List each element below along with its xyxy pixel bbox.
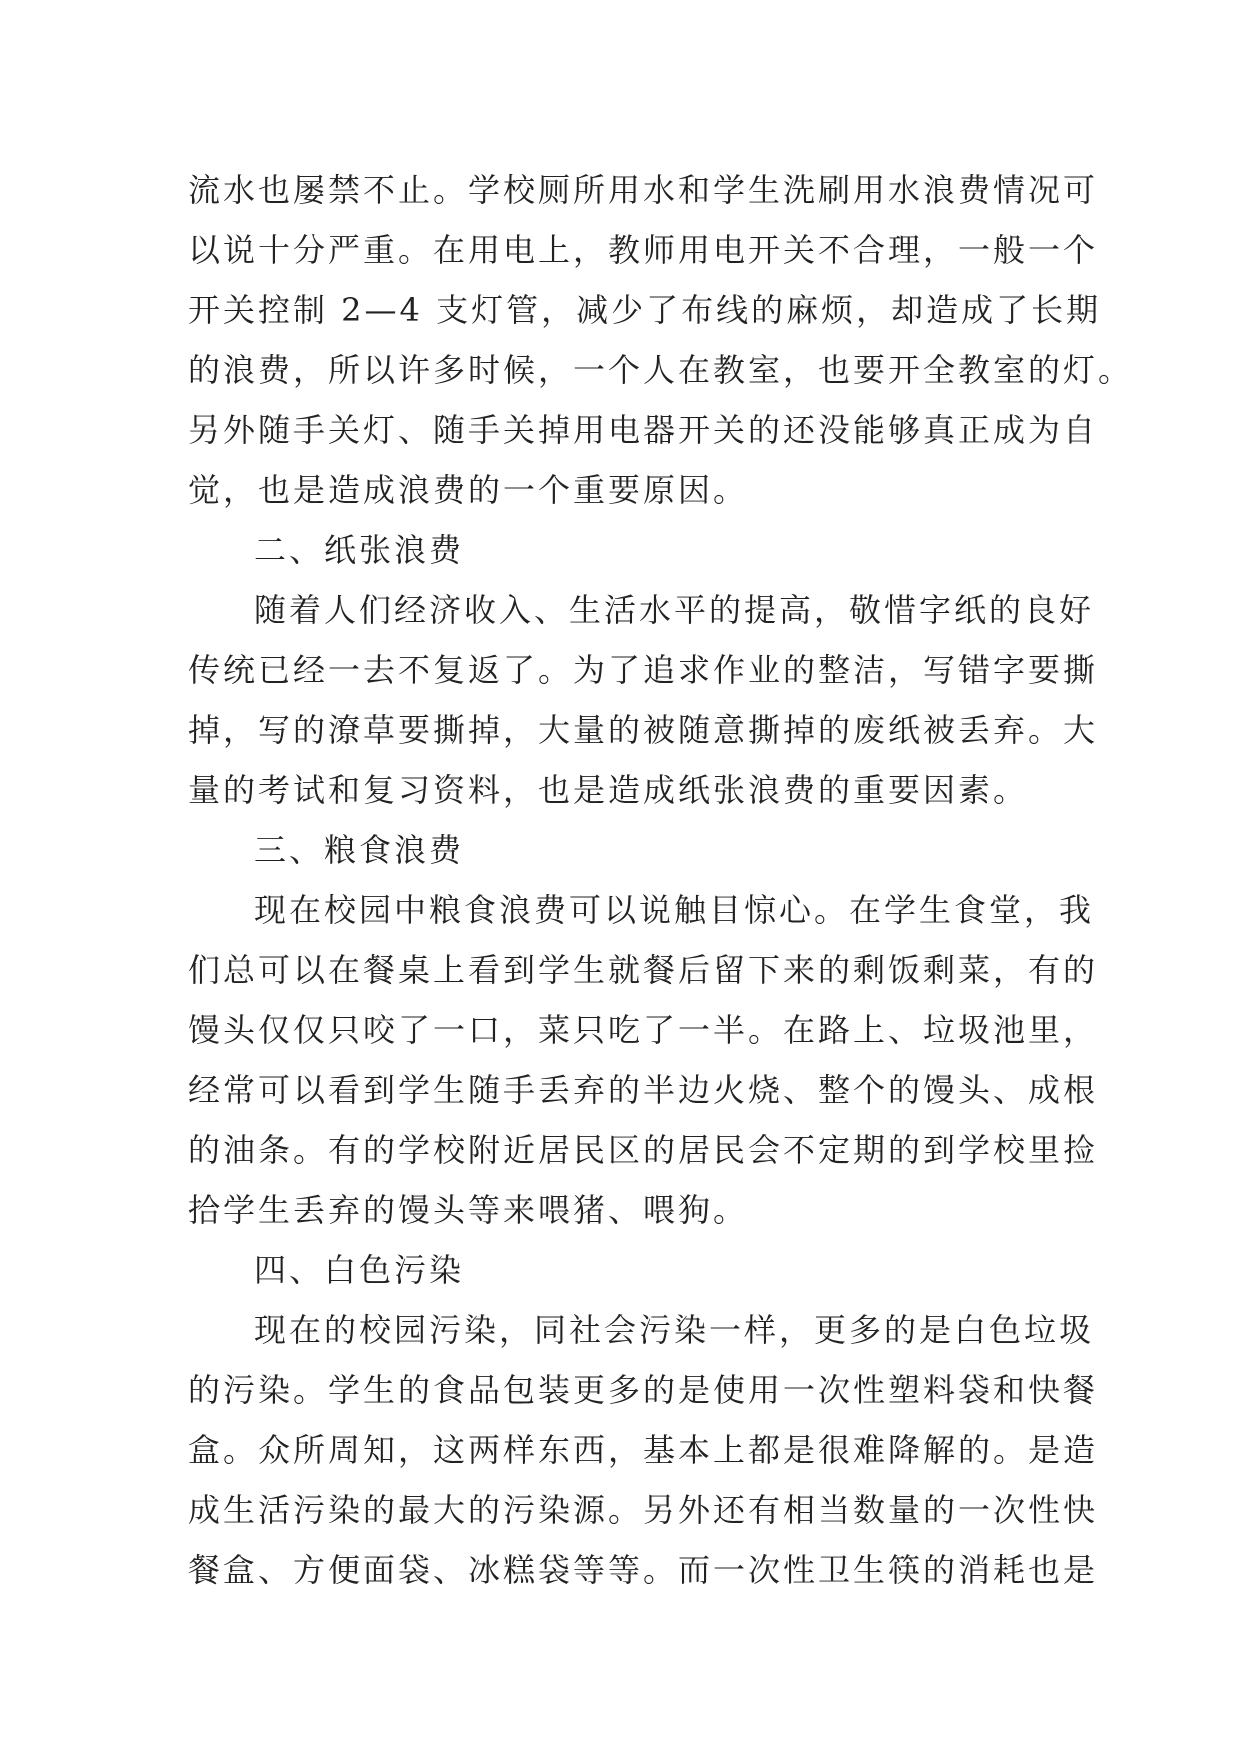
section-heading: 二、纸张浪费 [254, 531, 465, 569]
text-line: 随着人们经济收入、生活水平的提高，敬惜字纸的良好 [254, 591, 1095, 629]
text-line: 成生活污染的最大的污染源。另外还有相当数量的一次性快 [188, 1491, 1099, 1529]
text-line: 以说十分严重。在用电上，教师用电开关不合理，一般一个 [188, 231, 1099, 269]
section-heading: 三、粮食浪费 [254, 831, 465, 869]
text-line: 开关控制 2—4 支灯管，减少了布线的麻烦，却造成了长期 [188, 291, 1102, 329]
text-line: 觉，也是造成浪费的一个重要原因。 [188, 471, 749, 509]
text-line: 流水也屡禁不止。学校厕所用水和学生洗刷用水浪费情况可 [188, 171, 1099, 209]
text-line: 传统已经一去不复返了。为了追求作业的整洁，写错字要撕 [188, 651, 1099, 689]
text-line: 掉，写的潦草要撕掉，大量的被随意撕掉的废纸被丢弃。大 [188, 711, 1099, 749]
text-line: 另外随手关灯、随手关掉用电器开关的还没能够真正成为自 [188, 411, 1099, 449]
text-line: 现在的校园污染，同社会污染一样，更多的是白色垃圾 [254, 1311, 1095, 1349]
text-line: 餐盒、方便面袋、冰糕袋等等。而一次性卫生筷的消耗也是 [188, 1551, 1099, 1589]
text-line: 的污染。学生的食品包装更多的是使用一次性塑料袋和快餐 [188, 1371, 1099, 1409]
body-text [188, 160, 1134, 1600]
text-line: 们总可以在餐桌上看到学生就餐后留下来的剩饭剩菜，有的 [188, 951, 1099, 989]
text-line: 现在校园中粮食浪费可以说触目惊心。在学生食堂，我 [254, 891, 1095, 929]
text-line: 的油条。有的学校附近居民区的居民会不定期的到学校里捡 [188, 1131, 1099, 1169]
text-line: 拾学生丢弃的馒头等来喂猪、喂狗。 [188, 1191, 749, 1229]
text-line: 经常可以看到学生随手丢弃的半边火烧、整个的馒头、成根 [188, 1071, 1099, 1109]
text-line: 盒。众所周知，这两样东西，基本上都是很难降解的。是造 [188, 1431, 1099, 1469]
text-line: 的浪费，所以许多时候，一个人在教室，也要开全教室的灯。 [188, 351, 1134, 389]
section-heading: 四、白色污染 [254, 1251, 465, 1289]
text-line: 馒头仅仅只咬了一口，菜只吃了一半。在路上、垃圾池里， [188, 1011, 1099, 1049]
text-line: 量的考试和复习资料，也是造成纸张浪费的重要因素。 [188, 771, 1029, 809]
